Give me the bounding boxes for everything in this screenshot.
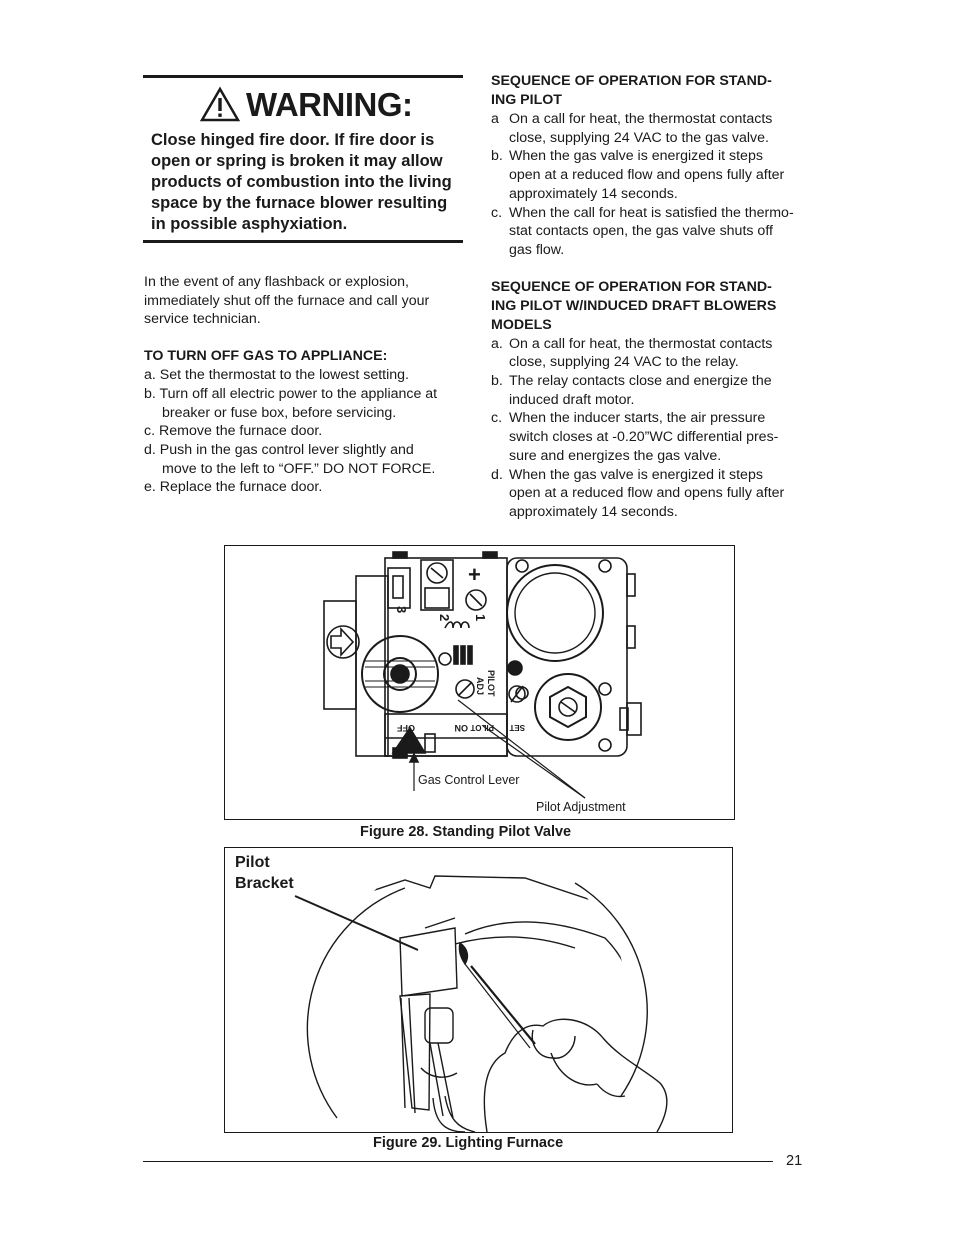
seq-pilot-step-b: b. When the gas valve is energized it steps open at a reduced flow and opens fully after approximately 14 seconds. xyxy=(491,148,785,202)
figure-29-frame xyxy=(224,847,733,1133)
warning-line: in possible asphyxiation. xyxy=(151,215,348,233)
seq-pilot-step-a: a On a call for heat, the thermostat contacts close, supplying 24 VAC to the gas valve. xyxy=(491,111,773,146)
pilot-adj-label-1: PILOT xyxy=(486,670,496,697)
right-column xyxy=(491,72,811,522)
warning-text xyxy=(151,130,459,235)
turn-off-step-e: e. Replace the furnace door. xyxy=(144,479,323,496)
terminal-label-plus: + xyxy=(468,562,481,587)
warning-title: WARNING: xyxy=(246,86,413,123)
seq-pilot-step-c: c. When the call for heat is satisfied the thermo- stat contacts open, the gas valve shuts off gas flow. xyxy=(491,204,794,258)
footer-rule xyxy=(143,1161,773,1162)
seq-induced-heading: SEQUENCE OF OPERATION FOR STAND- ING PILOT W/INDUCED DRAFT BLOWERS MODELS xyxy=(491,278,777,333)
lever-label-off: OFF xyxy=(397,723,415,733)
left-column xyxy=(144,273,464,497)
seq-induced-step-d: d. When the gas valve is energized it steps open at a reduced flow and opens fully after approximately 14 seconds. xyxy=(491,466,785,520)
terminal-label-1: 1 xyxy=(473,614,488,622)
warning-bottom-rule xyxy=(143,240,463,243)
warning-line: open or spring is broken it may allow xyxy=(151,152,443,170)
warning-line: Close hinged fire door. If fire door is xyxy=(151,131,435,149)
turn-off-step-d: d. Push in the gas control lever slightly and move to the left to “OFF.” DO NOT FORCE. xyxy=(144,441,436,477)
warning-top-rule xyxy=(143,75,463,78)
gas-control-lever-callout: Gas Control Lever xyxy=(418,773,520,787)
warning-line: products of combustion into the living xyxy=(151,173,452,191)
figure-28-frame xyxy=(224,545,735,820)
figure-29-caption: Figure 29. Lighting Furnace xyxy=(373,1135,564,1151)
intro-paragraph: In the event of any flashback or explosion, immediately shut off the furnace and call your service technician. xyxy=(144,274,430,328)
lever-label-pilot: PILOT xyxy=(470,723,494,732)
seq-induced-step-c: c. When the inducer starts, the air pressure switch closes at -0.20”WC differential pres- sure and energizes the gas valve. xyxy=(491,410,779,464)
pilot-adjustment-callout: Pilot Adjustment xyxy=(536,800,626,814)
pilot-bracket-label: Pilot Bracket xyxy=(235,854,294,892)
pilot-adj-label-2: ADJ xyxy=(475,677,485,696)
figure-28-caption: Figure 28. Standing Pilot Valve xyxy=(360,824,572,840)
seq-induced-step-b: b. The relay contacts close and energize the induced draft motor. xyxy=(491,373,772,408)
seq-induced-step-a: a. On a call for heat, the thermostat contacts close, supplying 24 VAC to the relay. xyxy=(491,335,773,371)
turn-off-step-c: c. Remove the furnace door. xyxy=(144,423,323,440)
turn-off-heading: TO TURN OFF GAS TO APPLIANCE: xyxy=(144,348,388,365)
warning-line: space by the furnace blower resulting xyxy=(151,194,448,212)
lighting-furnace-illustration xyxy=(225,848,732,1132)
turn-off-step-a: a. Set the thermostat to the lowest setting. xyxy=(144,367,409,384)
lever-label-on: ON xyxy=(454,723,468,733)
seq-pilot-heading: SEQUENCE OF OPERATION FOR STAND- ING PILOT xyxy=(491,73,772,108)
turn-off-step-b: b. Turn off all electric power to the appliance at breaker or fuse box, before servicing. xyxy=(144,385,438,421)
terminal-label-2: 2 xyxy=(437,614,452,622)
page-number: 21 xyxy=(786,1153,803,1169)
lever-label-set: SET xyxy=(509,723,525,732)
dial-label-3: 3 xyxy=(394,606,409,614)
